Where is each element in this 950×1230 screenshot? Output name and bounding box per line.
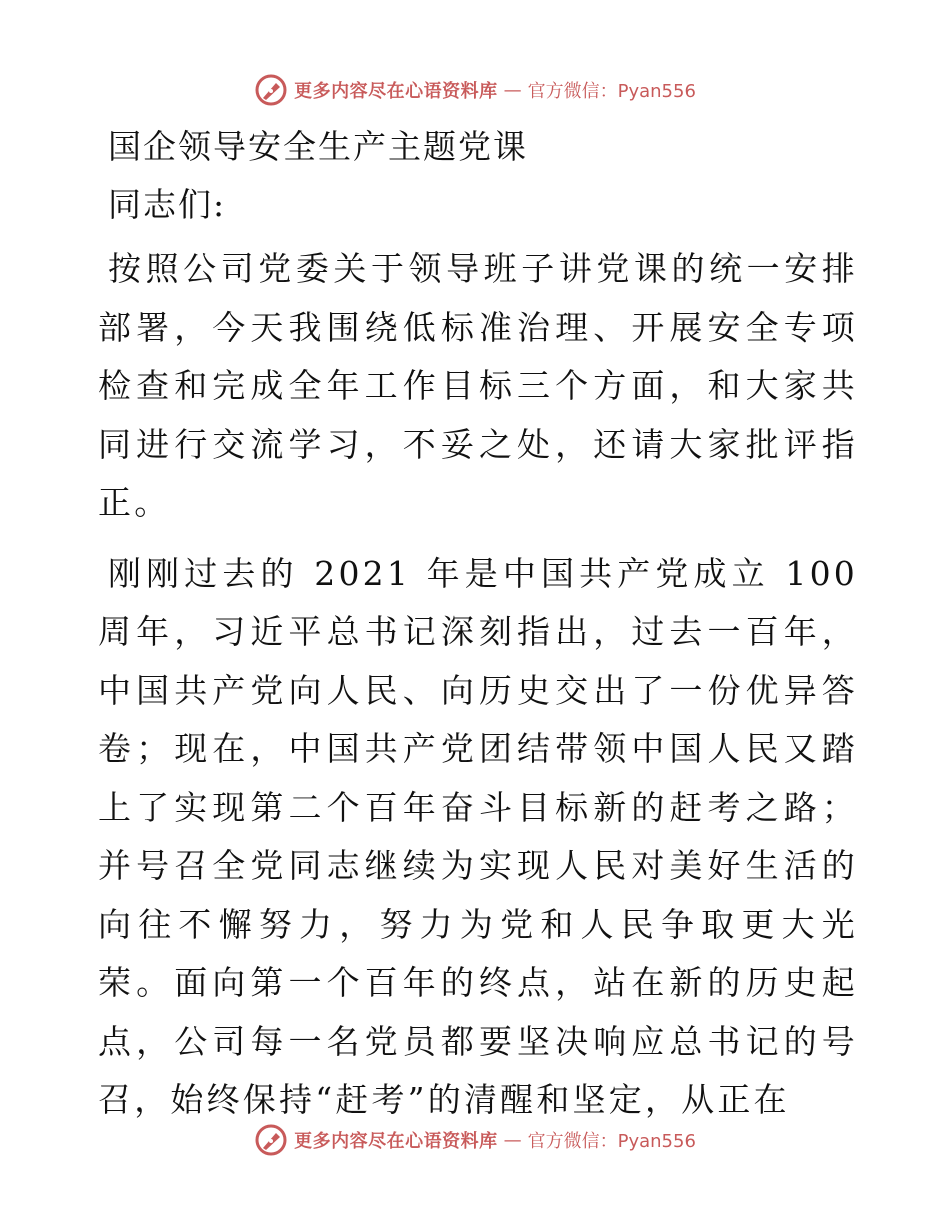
watermark-separator: — — [503, 1129, 522, 1151]
watermark-site-text: 更多内容尽在心语资料库 — [294, 1131, 498, 1152]
watermark-official-text: 官方微信：Pyan556 — [527, 81, 696, 102]
pen-nib-logo-icon — [254, 1123, 288, 1157]
footer-watermark — [0, 1120, 950, 1160]
watermark-separator: — — [503, 79, 522, 101]
watermark-site-text: 更多内容尽在心语资料库 — [294, 81, 498, 102]
paragraph-intro: 按照公司党委关于领导班子讲党课的统一安排部署，今天我围绕低标准治理、开展安全专项检查和完成全年工作目标三个方面，和大家共同进行交流学习，不妥之处，还请大家批评指正。 — [98, 249, 858, 522]
document-title: 国企领导安全生产主题党课 — [108, 127, 528, 166]
document-body — [98, 122, 858, 1142]
header-watermark — [0, 70, 950, 110]
pen-nib-logo-icon — [254, 73, 288, 107]
paragraph-history: 刚刚过去的 2021 年是中国共产党成立 100 周年，习近平总书记深刻指出，过去一百年，中国共产党向人民、向历史交出了一份优异答卷；现在，中国共产党团结带领中国人民又踏上了实现第二个百年奋斗目标新的赶考之路；并号召全党同志继续为实现人民对美好生活的向往不懈努力，努力为党和人民争取更大光荣。面向第一个百年的终点，站在新的历史起点，公司每一名党员都要坚决响应总书记的号召，始终保持“赶考”的清醒和坚定，从正在 — [98, 553, 858, 1119]
document-greeting: 同志们: — [108, 185, 227, 224]
watermark-official-text: 官方微信：Pyan556 — [527, 1131, 696, 1152]
